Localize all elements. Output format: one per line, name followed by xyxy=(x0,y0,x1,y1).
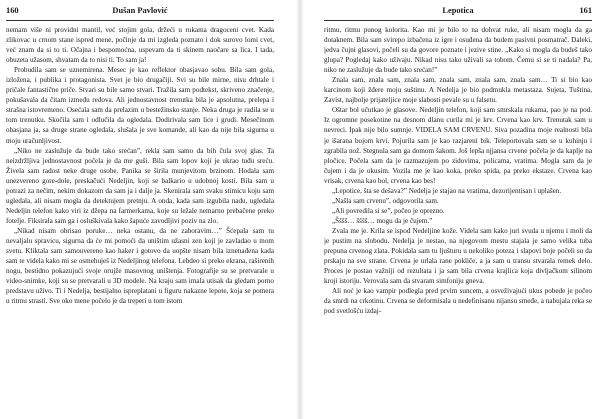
right-paragraph: Znala sam, znala sam, znala sam, znala sam, znala sam, znala sam… Ti si bio kao karcinom koji žđere moju suštinu. A Nedelja je bio podmukla metastaza. Sujeta, Tuština, Zavist, najbolje prijateljice moje slabosti pevale su u falsetu. xyxy=(324,76,592,105)
right-running-head: Lepotica xyxy=(442,6,474,15)
right-paragraph: „Ali povredila si se”, počeo je oprezno. xyxy=(332,206,445,215)
right-page-body xyxy=(324,25,592,316)
left-running-head: Dušan Pavlović xyxy=(112,6,168,15)
left-paragraph: „Nikad nisam obrisao poruke… neka ostanu, da ne zaboravim…” Šćepala sam tu nevaljalu spravicu, sigurna da će mi pomoći da uništim užasni zen koji je zavladao u mom svetu. Kliktala sam samouvereno kao haker i gotovo da uopšte nisam bila iznenađena kada sam te videla kako mi se osmehuješ iz Nedeljinog telefona. Lebdeo si preko ekrana, raširenih nogu, bestidno pokazujući svoje orujže masovnog uništenja. Fotografije su se pretvarale u video-snimke, koji su se pretvarali u 3D modele. Na kraju sam imala utisak da gledam porno predstavu uživo. Ti i Nedeljа, bestijalno ispreplatani u figuru nakazne lepote, koja se pomera u ritmu strasti. Sve oko mene počelo je da treperi u tom istom xyxy=(6,226,274,306)
left-page-header xyxy=(6,4,274,18)
left-page-number: 160 xyxy=(6,6,19,15)
right-header-rule xyxy=(324,20,592,21)
right-page-header xyxy=(324,4,592,18)
right-paragraph: „Šššš… šššš… mogu da je čujem.” xyxy=(332,216,433,225)
left-header-rule xyxy=(6,20,274,21)
left-paragraph: Probudila sam se uznemirena. Mesec je kao reflektor obasjavao sobu. Bila sam gola, izložena, i publika i protagonista. Svet je bio drugačiji. Svi su bile mirne, nisu drhtale i pričale fantastične priče. Stvari su bile samo stvari. Tražila sam podtekst, skriveno značenje, pokušavala da čitam između redova. Ali jednostavnost trenutka bila je apsolutna, prelepa i strašna istovremeno. Osećala sam da prelazim u bestežinsko stanje. Neka druga je radila se u tom trenutku. Skočila sam i odlučila da ogledala. Dodirivala sam lice i grudi. Mesečinom obasjana ja, sa druge strane ogledala, slušala je sve komande, ali kao da nije bila sigurna u moju uračunljivost. xyxy=(6,66,274,145)
right-paragraph: Ali noć je kao vampir podlegla pred prvim suncem, a osveživajući ukus pobede je počeo da smrdi na crkotinu. Crvena se deformisala u nedefinisanu nijansu smeđe, a nabujala reka se pod svetlošću izdaj- xyxy=(324,287,592,316)
right-paragraph: „Lepotice, šta se dešava?” Nedelja je stajao na vratima, dezorijentisan i uplašen. xyxy=(332,186,562,195)
right-paragraph: Oštar bol učutkao je glasove. Nedeljin telefon, koji sam smrskala rukama, pao je na pod. Iz ogromne posekotine na desnom dlanu curila mi je krv. Crvena kao krv. Trenutak sam u nevreci. Ipak nije bilo sumnje. VIDELA SAM CRVENU. Siva pozadina moje realnosti bila je išarana bojom krvi. Pojurila sam je kao razjareni bik. Teleportovala sam se u kuhinju i zgrabila nož. Stegnula sam ga domom šakom. Još lepša njjansa crvene počela je da kaplje na pločice. Počela sam da je razmazujem po zidovima, policama, vratima. Mogla sam da je čujem i da je okusim. Vozila me je kao koka, preko spida, pa preko ekstaze. Crvena kao vrisak, crvena kao bol, crvena kao bes! xyxy=(324,106,592,185)
right-page xyxy=(324,0,592,419)
left-paragraph: nemam više ni providni mantil, već stojim gola, držeći u rukama dragoceni cvet. Kada zlikovac u crnom stane ispred mene, počinje da mi izgleda poznato i dok surovo lomi cvet, već znam da si to ti. Očajna i bespomoćna, uspevam da ti skinem naočare sa lica. I tada, obuzeta užasom, shvatam da to nisi ti. To sam ja! xyxy=(6,26,274,65)
right-paragraph: Zvala me je. Krila se ispod Nedeljine kože. Videla sam kako juri svuda u njemu i moli da je pustim na slobodu. Nedelja je nestao, na njegovom mestu stajala je samo velika tuba prepuna crvenog zlata. Pokidala sam tu ljušturu u nekoliko poteza i slapovi boje počeli su da prskaju na sve strane. Crvena je urlala rane pokliče, a ja sam u transu stvarala remek delo. Proces je postao važniji od rezultata i ja sam bila crvena krajlica koja divljačkom silinom kroji istoriju. Verovala sam da stvaram simfoniju gneva. xyxy=(324,226,592,286)
right-page-number: 161 xyxy=(579,6,592,15)
right-paragraph: ritmu, ritmu punog kolorita. Kao mi je bilo to na dohvat ruke, ali nisam mogla da ga dotaknem. Bila sam svirepo izbačena iz igre i osuđena da budem pasivni posmatrač. Daleki, jedva čujni glasovi, počeli su da govore poznate i jezive stine. „Kako si mogla da budeš tako glupa? Pogledaj kako uživaju. Nikad nisu tako uživali sa tobom. Čemu si se ti nadala? Pa, niko ne zaslužuje da bude tako srećan!” xyxy=(324,26,592,75)
book-gutter xyxy=(296,0,304,419)
left-paragraph: „Niko ne zaslužuje da bude tako srećan”, rekla sam samo da bih čula svoj glas. Ta neizdržljiva jednostavnost počela je da me guši. Bila sam lopov koji je ukrao tuđu sreću. Živela sam radost neke druge osobe. Panika se širila munjevitom brzinom. Hodala sam unezvereno gore-dole, preskačući Nedeljin, koji se balkario u udobnoj kosti. Bila sam u potrazi za nečim, nekim dokazom da sam ja i dalje ja. Skenirala sam svaku stimicu koju sam ugledala, ali nisam mogla da detektujem pretnju. A onda, kada sam izgubila nadu, ugledala Nedeljin telefon kako viri iz džepa na farmerkama, koje su ležale nemarno prebačene preko fotelje. Fiksirala sam ga i osluškivala kako šapuće zavodljivi poziv na zlo. xyxy=(6,146,274,225)
right-paragraph: „Našla sam crvenu”, odgovorila sam. xyxy=(332,196,439,205)
left-page xyxy=(6,0,274,419)
left-page-body xyxy=(6,25,274,306)
